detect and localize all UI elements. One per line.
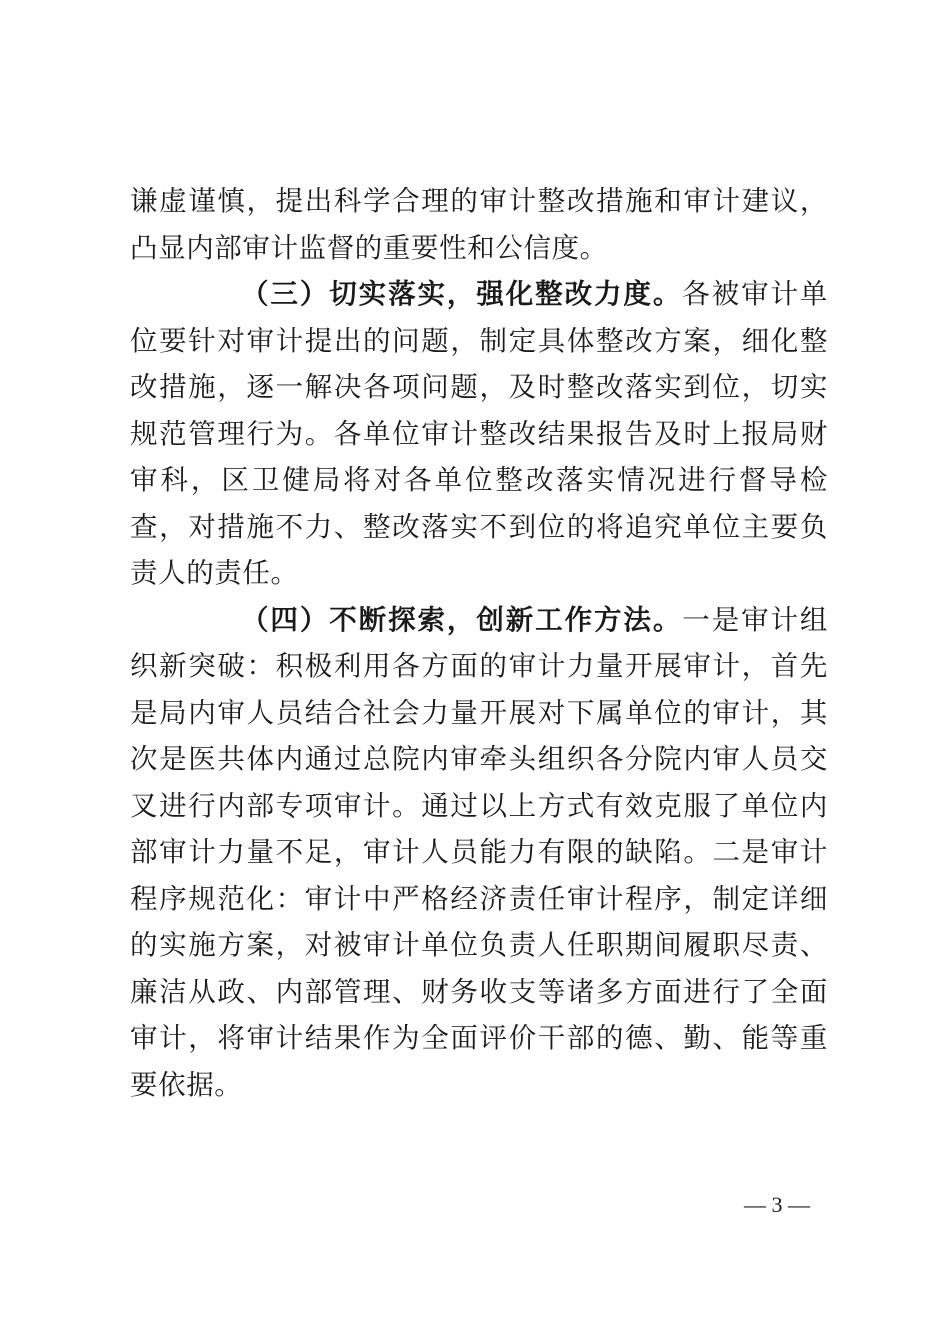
paragraph-section-four: [130, 597, 828, 1109]
paragraph-continuation: [130, 178, 828, 271]
paragraph-text: 谦虚谨慎，提出科学合理的审计整改措施和审计建议，凸显内部审计监督的重要性和公信度。: [130, 185, 828, 264]
paragraph-section-three: [130, 271, 828, 597]
page-number: — 3 —: [744, 1192, 810, 1217]
paragraph-text: 一是审计组织新突破：积极利用各方面的审计力量开展审计，首先是局内审人员结合社会力量开展对下属单位的审计，其次是医共体内通过总院内审牵头组织各分院内审人员交叉进行内部专项审计。通过以上方式有效克服了单位内部审计力量不足，审计人员能力有限的缺陷。二是审计程序规范化：审计中严格经济责任审计程序，制定详细的实施方案，对被审计单位负责人任职期间履职尽责、廉洁从政、内部管理、财务收支等诸多方面进行了全面审计，将审计结果作为全面评价干部的德、勤、能等重要依据。: [130, 603, 829, 1101]
section-heading: （三）切实落实，强化整改力度。: [241, 278, 683, 310]
document-body: [130, 178, 828, 1108]
section-heading: （四）不断探索，创新工作方法。: [241, 603, 683, 636]
paragraph-text: 各被审计单位要针对审计提出的问题，制定具体整改方案，细化整改措施，逐一解决各项问题，及时整改落实到位，切实规范管理行为。各单位审计整改结果报告及时上报局财审科，区卫健局将对各单位整改落实情况进行督导检查，对措施不力、整改落实不到位的将追究单位主要负责人的责任。: [130, 278, 829, 589]
